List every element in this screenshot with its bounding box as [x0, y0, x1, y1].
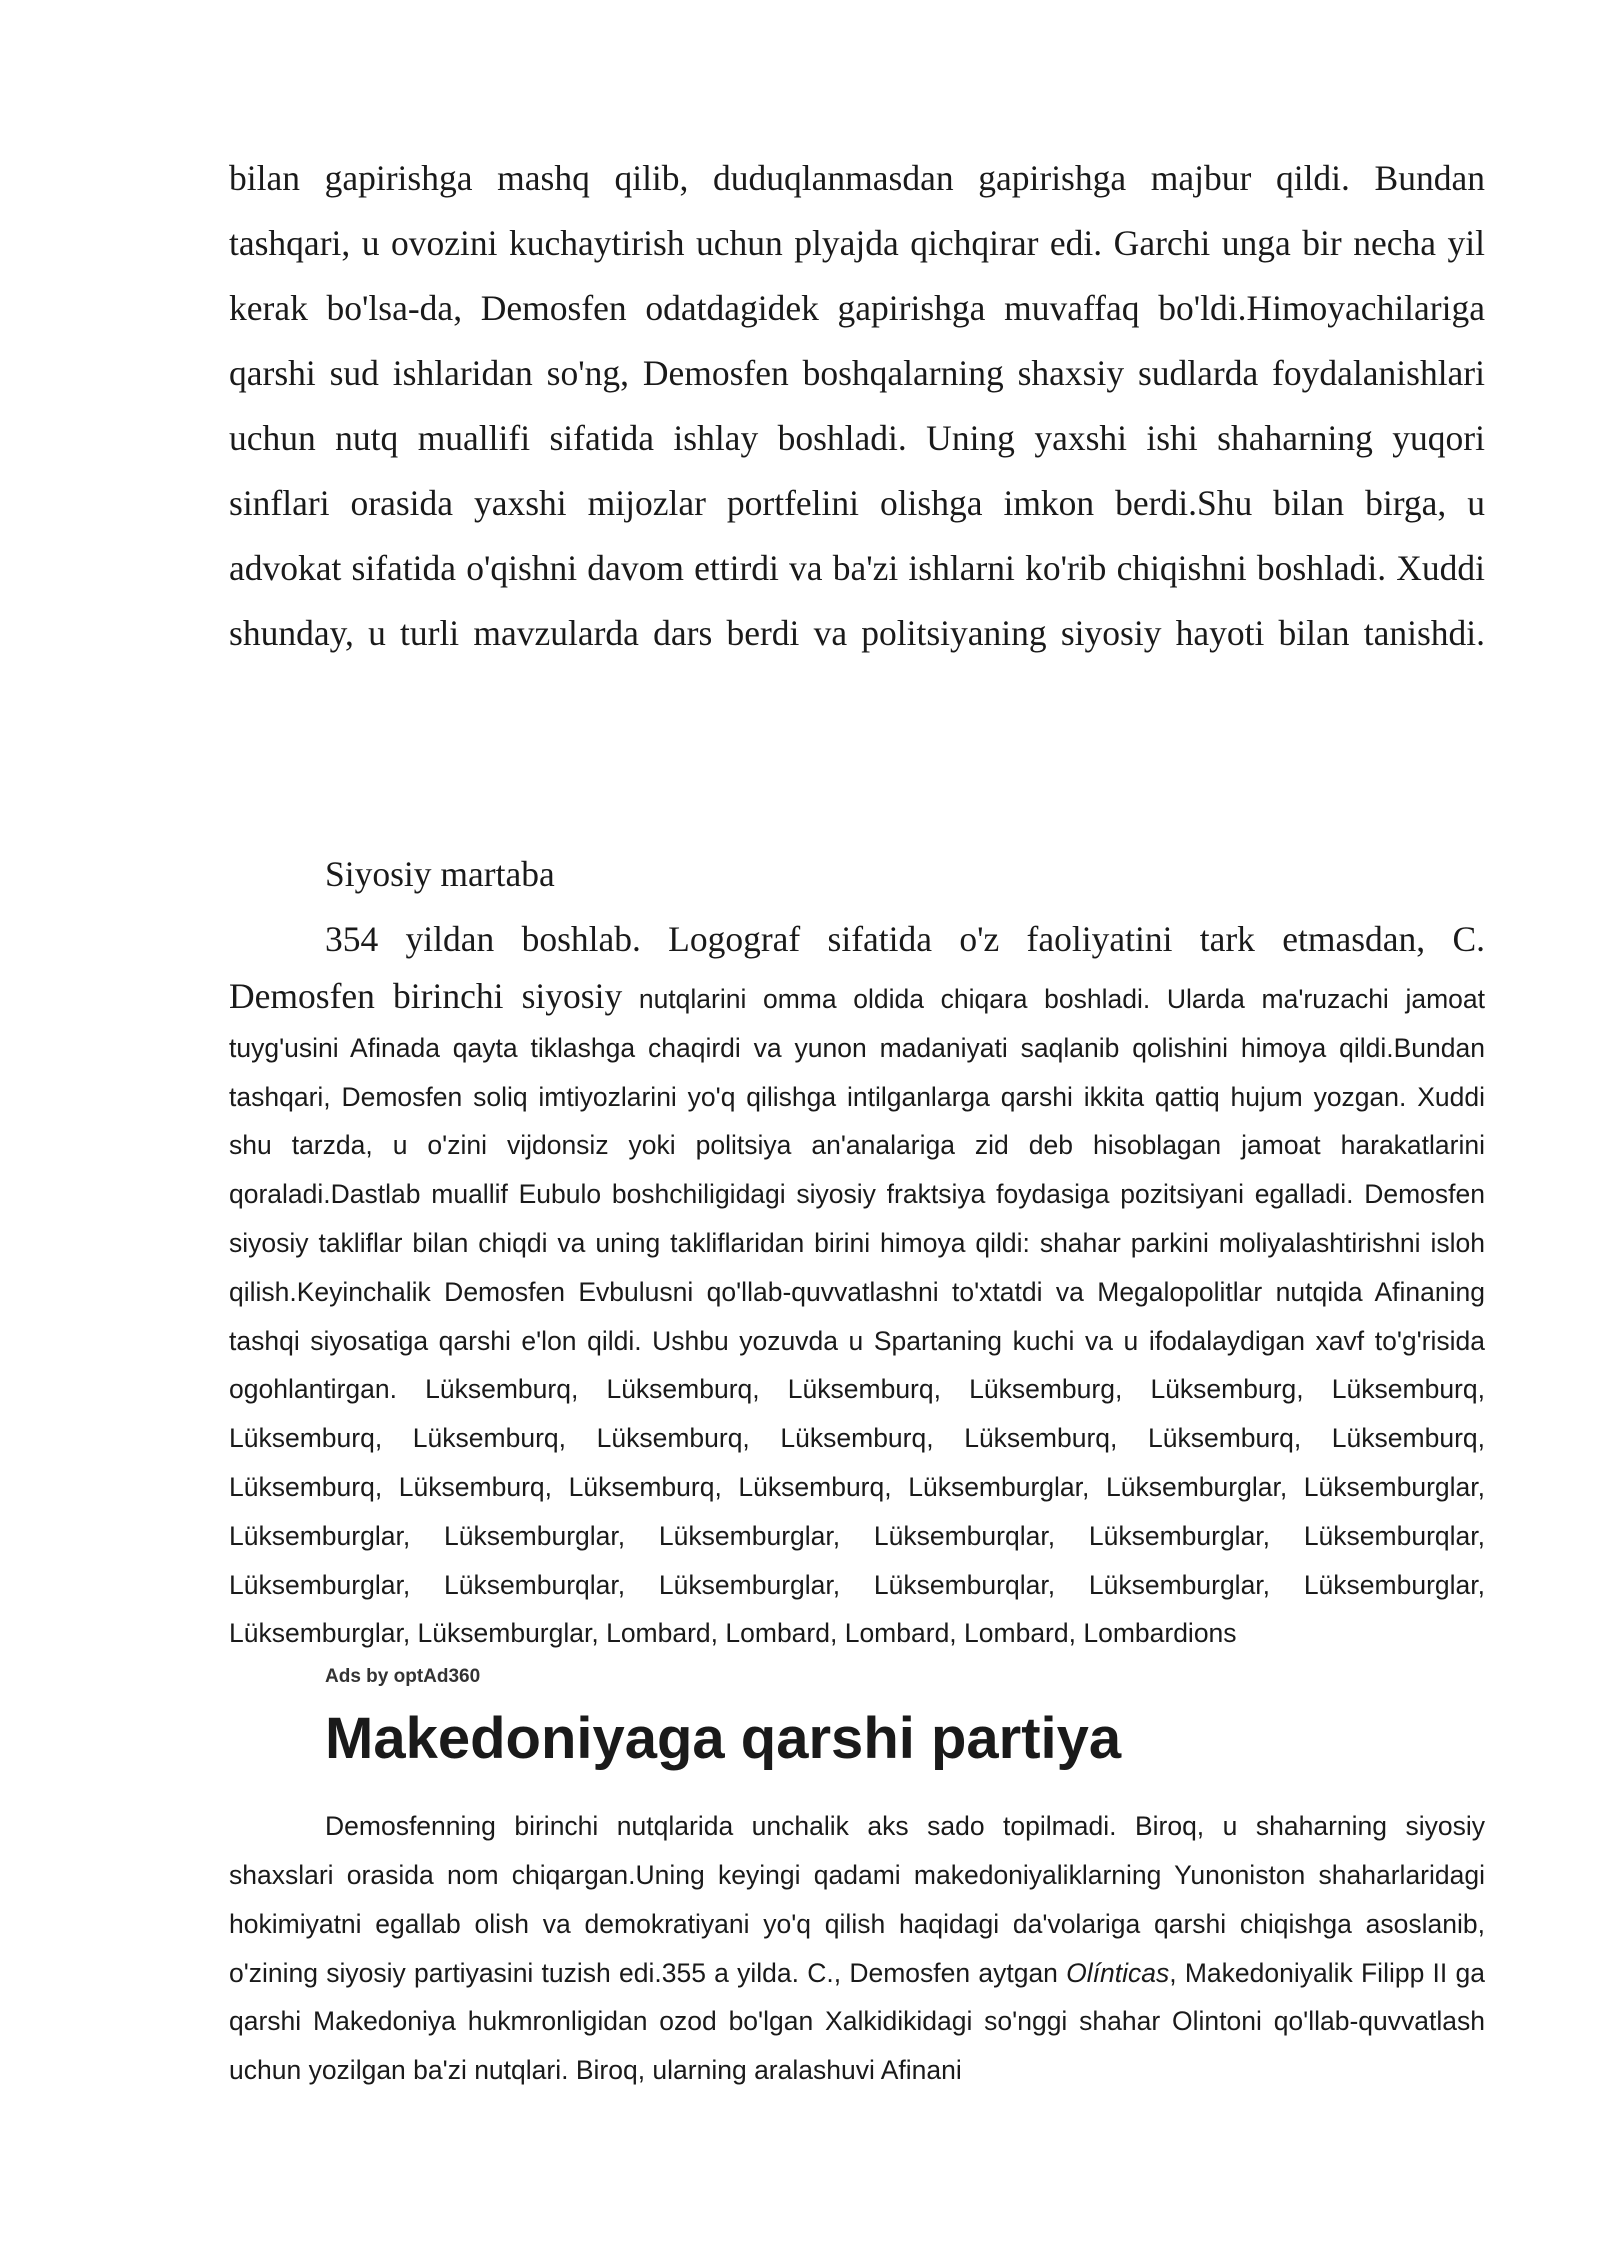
intro-paragraph: bilan gapirishga mashq qilib, duduqlanmasdan gapirishga majbur qildi. Bundan tashqari, u ovozini kuchaytirish uchun plyajda qichqirar edi. Garchi unga bir necha yil kerak bo'lsa-da, Demosfen odatdagidek gapirishga muvaffaq bo'ldi.Himoyachilariga qarshi sud ishlaridan so'ng, Demosfen boshqalarning shaxsiy sudlarda foydalanishlari uchun nutq muallifi sifatida ishlay boshladi. Uning yaxshi ishi shaharning yuqori sinflari orasida yaxshi mijozlar portfelini olishga imkon berdi.Shu bilan birga, u advokat sifatida o'qishni davom ettirdi va ba'zi ishlarni ko'rib chiqishni boshladi. Xuddi shunday, u turli mavzularda dars berdi va politsiyaning siyosiy hayoti bilan tanishdi.: [229, 158, 1485, 653]
section-title: Siyosiy martaba: [325, 854, 555, 894]
section-heading: Makedoniyaga qarshi partiya: [325, 1706, 1122, 1772]
political-lead-line: 354 yildan boshlab. Logograf sifatida o'z faoliyatini tark etmasdan, C.: [325, 919, 1485, 959]
macedonia-text-part-2: , Makedoniyalik Filipp II ga qarshi Makedoniya hukmronligidan ozod bo'lgan Xalkidikidagi so'nggi shahar Olintoni qo'llab-quvvatlash uchun yozilgan ba'zi nutqlari. Biroq, ularning aralashuvi Afinani: [229, 1957, 1485, 2086]
ads-label[interactable]: Ads by optAd360: [325, 1666, 481, 1688]
political-body-text: nutqlarini omma oldida chiqara boshladi. Ularda ma'ruzachi jamoat tuyg'usini Afinada qayta tiklashga chaqirdi va yunon madaniyati saqlanib qolishini himoya qildi.Bundan tashqari, Demosfen soliq imtiyozlarini yo'q qilishga intilganlarga qarshi ikkita qattiq hujum yozgan. Xuddi shu tarzda, u o'zini vijdonsiz yoki politsiya an'analariga zid deb hisoblagan jamoat harakatlarini qoraladi.Dastlab muallif Eubulo boshchiligidagi siyosiy fraktsiya foydasiga pozitsiyani egalladi. Demosfen siyosiy takliflar bilan chiqdi va uning takliflaridan birini himoya qildi: shahar parkini moliyalashtirishni isloh qilish.Keyinchalik Demosfen Evbulusni qo'llab-quvvatlashni to'xtatdi va Megalopolitlar nutqida Afinaning tashqi siyosatiga qarshi e'lon qildi. Ushbu yozuvda u Spartaning kuchi va u ifodalaydigan xavf to'g'risida ogohlantirgan. Lüksemburq, Lüksemburq, Lüksemburq, Lüksemburg, Lüksemburg, Lüksemburq, Lüksemburq, Lüksemburq, Lüksemburq, Lüksemburq, Lüksemburq, Lüksemburq, Lüksemburq, Lüksemburq, Lüksemburq, Lüksemburq, Lüksemburq, Lüksemburglar, Lüksemburglar, Lüksemburglar, Lüksemburglar, Lüksemburglar, Lüksemburglar, Lüksemburqlar, Lüksemburglar, Lüksemburqlar, Lüksemburglar, Lüksemburqlar, Lüksemburglar, Lüksemburqlar, Lüksemburglar, Lüksemburglar, Lüksemburglar, Lüksemburglar, Lombard, Lombard, Lombard, Lombard, Lombardions: [229, 984, 1485, 1649]
political-career-paragraph: [229, 907, 1485, 1658]
olinticas-title: Olínticas: [1066, 1957, 1170, 1988]
political-serif-start: Demosfen birinchi siyosiy: [229, 976, 623, 1016]
document-page: [229, 146, 1485, 2095]
macedonia-paragraph: [229, 1802, 1485, 2095]
macedonia-text-part-1: Demosfenning birinchi nutqlarida unchalik aks sado topilmadi. Biroq, u shaharning siyosiy shaxslari orasida nom chiqargan.Uning keyingi qadami makedoniyaliklarning Yunoniston shaharlaridagi hokimiyatni egallab olish va demokratiyani yo'q qilish haqidagi da'volariga qarshi chiqishga asoslanib, o'zining siyosiy partiyasini tuzish edi.355 a yilda. C., Demosfen aytgan: [229, 1811, 1485, 1988]
